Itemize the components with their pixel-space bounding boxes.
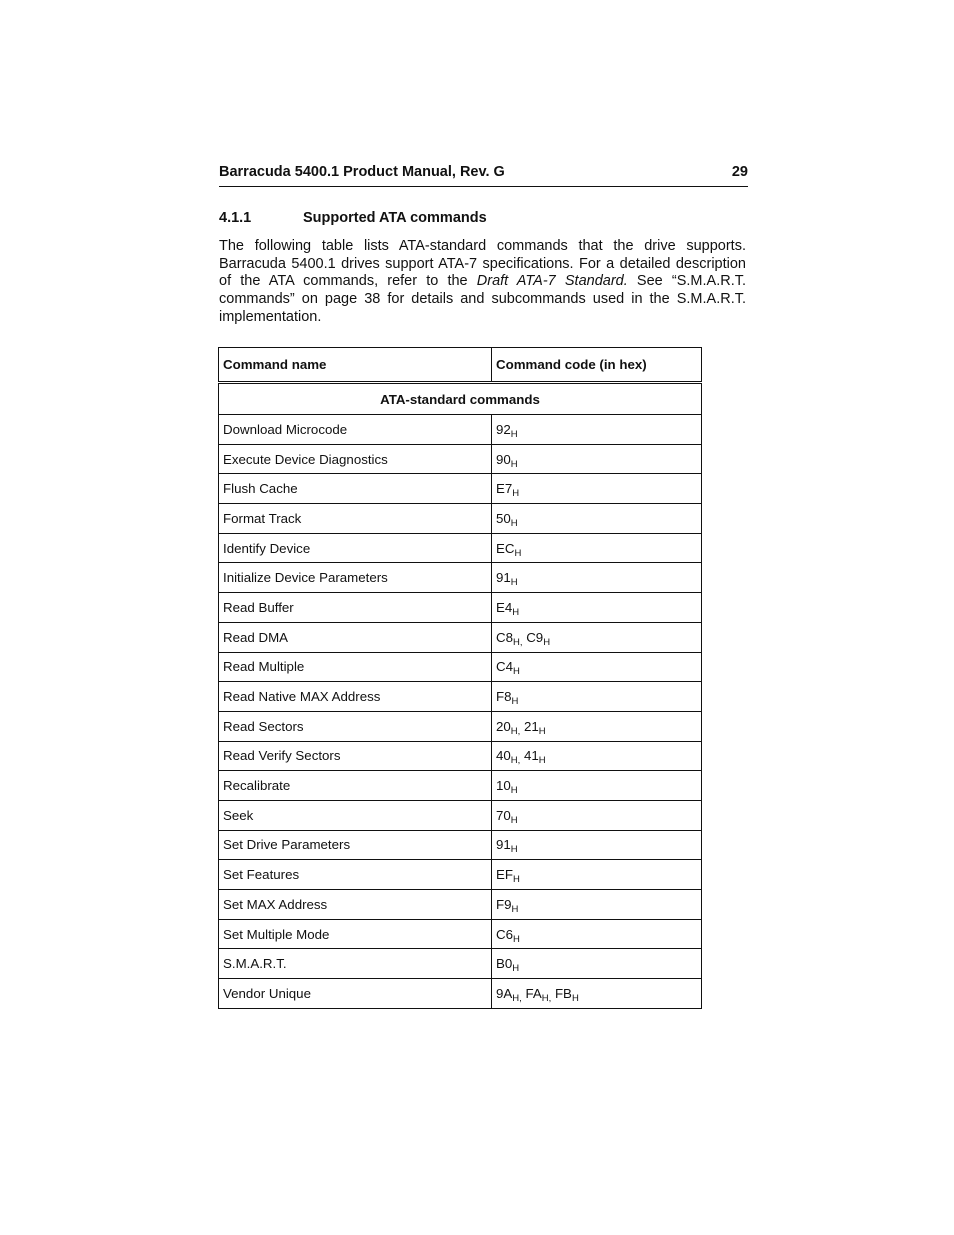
section-title: Supported ATA commands [303,210,487,226]
command-code: 9A [496,985,513,1001]
table-row [219,711,702,741]
table-row [219,682,702,712]
hex-suffix: H, [513,636,523,648]
hex-suffix: H [511,696,519,708]
command-name-cell: Read Buffer [219,593,492,623]
command-code: 92 [496,421,511,437]
table-row [219,622,702,652]
command-name-cell: Seek [219,800,492,830]
hex-suffix: H [510,577,518,589]
hex-suffix: H [510,428,518,440]
hex-suffix: H [512,488,520,500]
command-name-cell: Set Multiple Mode [219,919,492,949]
command-code: EF [496,867,513,883]
column-header-code: Command code (in hex) [492,348,702,383]
command-code-cell [492,800,702,830]
page-number: 29 [731,164,748,180]
table-row [219,741,702,771]
command-code: 10 [496,778,511,794]
table-row [219,979,702,1009]
command-code: 91 [496,837,511,853]
command-code: F8 [496,689,512,705]
command-name-cell: Read Verify Sectors [219,741,492,771]
command-code-cell [492,979,702,1009]
command-code: C6 [496,926,513,942]
command-name-cell: Vendor Unique [219,979,492,1009]
command-name-cell: Set Drive Parameters [219,830,492,860]
command-code-cell [492,682,702,712]
hex-suffix: H [514,547,522,559]
command-code: 41 [524,748,539,764]
table-row [219,890,702,920]
table-row [219,830,702,860]
hex-suffix: H [510,814,518,826]
page-header [219,163,748,187]
command-code-cell [492,504,702,534]
table-row [219,533,702,563]
command-name-cell: Flush Cache [219,474,492,504]
hex-suffix: H, [512,992,522,1004]
command-code-cell [492,771,702,801]
command-code: E7 [496,481,513,497]
command-code: 91 [496,570,511,586]
hex-suffix: H [513,874,520,886]
table-row [219,949,702,979]
command-name-cell: Read Sectors [219,711,492,741]
command-code-cell [492,919,702,949]
hex-suffix: H [510,844,518,856]
command-code-cell [492,563,702,593]
table-row [219,563,702,593]
command-code: C8 [496,629,513,645]
table-row [219,652,702,682]
command-code-cell [492,474,702,504]
hex-suffix: H [510,517,518,529]
hex-suffix: H [543,636,551,648]
command-code: E4 [496,599,513,615]
command-code: 21 [524,718,539,734]
column-header-name: Command name [219,348,492,383]
command-code: 90 [496,451,511,467]
command-code-cell [492,533,702,563]
section-number: 4.1.1 [219,210,252,226]
hex-suffix: H [571,992,579,1004]
command-code: 50 [496,510,511,526]
table-row [219,593,702,623]
hex-suffix: H [538,755,546,767]
command-code-cell [492,652,702,682]
manual-title: Barracuda 5400.1 Product Manual, Rev. G [219,164,505,180]
command-code: FA [525,985,542,1001]
command-code: F9 [496,896,512,912]
command-code-cell [492,741,702,771]
table-row [219,860,702,890]
command-code-cell [492,593,702,623]
command-code-cell [492,890,702,920]
command-name-cell: S.M.A.R.T. [219,949,492,979]
command-code: 40 [496,748,511,764]
table-row [219,919,702,949]
hex-suffix: H [512,963,520,975]
command-name-cell: Read Native MAX Address [219,682,492,712]
command-name-cell: Read DMA [219,622,492,652]
command-name-cell: Initialize Device Parameters [219,563,492,593]
command-code: C4 [496,659,513,675]
hex-suffix: H [513,666,520,678]
intro-text-1: The following table lists ATA-standard commands that the drive supports. Barracuda 5400.1 drives support ATA-7 specifications. For a detailed description of the ATA commands, refer to the [219,238,746,290]
hex-suffix: H [510,458,518,470]
command-code-cell [492,444,702,474]
hex-suffix: H [538,725,546,737]
command-code-cell [492,711,702,741]
hex-suffix: H, [510,725,521,737]
command-name-cell: Recalibrate [219,771,492,801]
command-code: C9 [526,629,544,645]
command-name-cell: Read Multiple [219,652,492,682]
table-group-row [219,383,702,415]
command-code: 70 [496,807,511,823]
command-code: 20 [496,718,511,734]
hex-suffix: H, [510,755,521,767]
command-name-cell: Format Track [219,504,492,534]
hex-suffix: H [512,606,520,618]
table-row [219,415,702,445]
command-code-cell [492,949,702,979]
table-header-row [219,348,702,383]
hex-suffix: H, [541,992,552,1004]
table-row [219,800,702,830]
intro-text-2: See “S.M.A.R.T. commands” on page 38 for details and subcommands used in the S.M.A.R.T. implementation. [219,273,746,325]
command-name-cell: Set MAX Address [219,890,492,920]
command-name-cell: Execute Device Diagnostics [219,444,492,474]
command-name-cell: Download Microcode [219,415,492,445]
command-code: B0 [496,956,513,972]
command-code-cell [492,622,702,652]
command-code: EC [496,540,515,556]
intro-paragraph [219,238,746,327]
table-row [219,771,702,801]
group-label: ATA-standard commands [219,383,702,415]
table-row [219,474,702,504]
command-code-cell [492,830,702,860]
command-name-cell: Set Features [219,860,492,890]
ata-commands-table [218,347,702,1009]
command-name-cell: Identify Device [219,533,492,563]
command-code-cell [492,415,702,445]
table-row [219,444,702,474]
command-code-cell [492,860,702,890]
hex-suffix: H [511,903,519,915]
section-heading [219,209,487,227]
hex-suffix: H [513,933,520,945]
hex-suffix: H [510,785,518,797]
table-row [219,504,702,534]
command-code: FB [554,985,572,1001]
intro-reference-title: Draft ATA-7 Standard. [476,273,628,290]
